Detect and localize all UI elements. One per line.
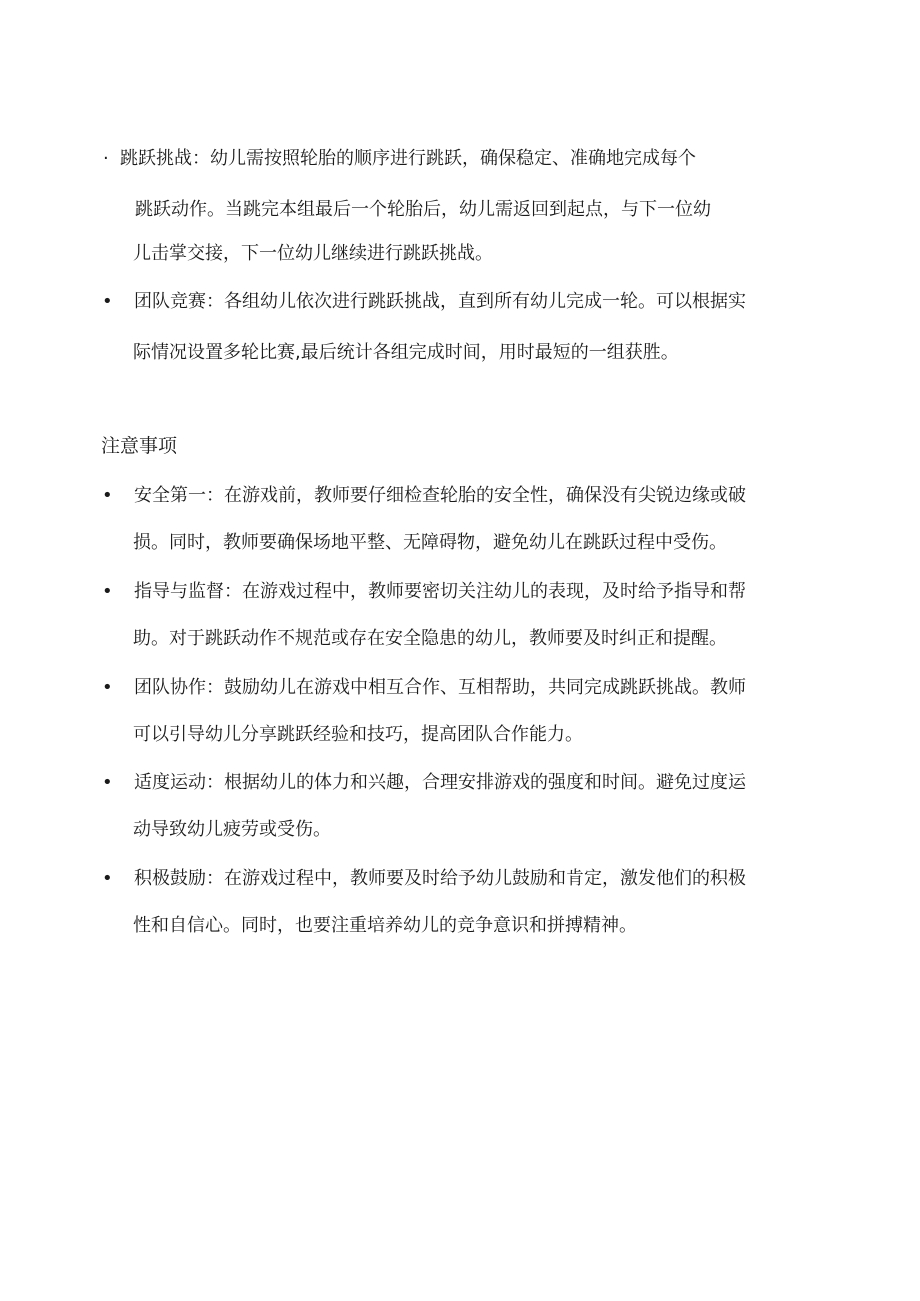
note-3-line-1: 团队协作：鼓励幼儿在游戏中相互合作、互相帮助，共同完成跳跃挑战。教师 xyxy=(134,677,746,698)
note-4-line-1: 适度运动：根据幼儿的体力和兴趣，合理安排游戏的强度和时间。避免过度运 xyxy=(134,772,746,793)
note-5-line-2: 性和自信心。同时，也要注重培养幼儿的竞争意识和拼搏精神。 xyxy=(133,915,637,936)
bullet-marker: • xyxy=(102,868,113,889)
intro-item-1-line-2: 跳跃动作。当跳完本组最后一个轮胎后，幼儿需返回到起点，与下一位幼 xyxy=(135,199,711,220)
note-4-line-2: 动导致幼儿疲劳或受伤。 xyxy=(133,819,331,840)
note-1-line-1: 安全第一：在游戏前，教师要仔细检查轮胎的安全性，确保没有尖锐边缘或破 xyxy=(134,485,746,506)
bullet-marker: • xyxy=(102,291,113,312)
note-2-line-2: 助。对于跳跃动作不规范或存在安全隐患的幼儿，教师要及时纠正和提醒。 xyxy=(133,628,727,649)
notes-heading: 注意事项 xyxy=(101,435,178,457)
bullet-marker: • xyxy=(102,677,113,698)
bullet-marker: • xyxy=(102,581,113,602)
intro-item-1-line-3: 儿击掌交接，下一位幼儿继续进行跳跃挑战。 xyxy=(133,243,493,264)
bullet-marker: • xyxy=(102,772,113,793)
note-2-line-1: 指导与监督：在游戏过程中，教师要密切关注幼儿的表现，及时给予指导和帮 xyxy=(134,581,746,602)
note-5-line-1: 积极鼓励：在游戏过程中，教师要及时给予幼儿鼓励和肯定，激发他们的积极 xyxy=(134,868,746,889)
bullet-marker: · xyxy=(103,148,109,169)
intro-item-2-line-1: 团队竞赛：各组幼儿依次进行跳跃挑战，直到所有幼儿完成一轮。可以根据实 xyxy=(134,291,746,312)
note-3-line-2: 可以引导幼儿分享跳跃经验和技巧，提高团队合作能力。 xyxy=(133,724,583,745)
intro-item-1-line-1: 跳跃挑战：幼儿需按照轮胎的顺序进行跳跃，确保稳定、准确地完成每个 xyxy=(120,148,696,169)
bullet-marker: • xyxy=(102,485,113,506)
note-1-line-2: 损。同时，教师要确保场地平整、无障碍物，避免幼儿在跳跃过程中受伤。 xyxy=(133,532,727,553)
intro-item-2-line-2: 际情况设置多轮比赛,最后统计各组完成时间，用时最短的一组获胜。 xyxy=(133,342,679,363)
